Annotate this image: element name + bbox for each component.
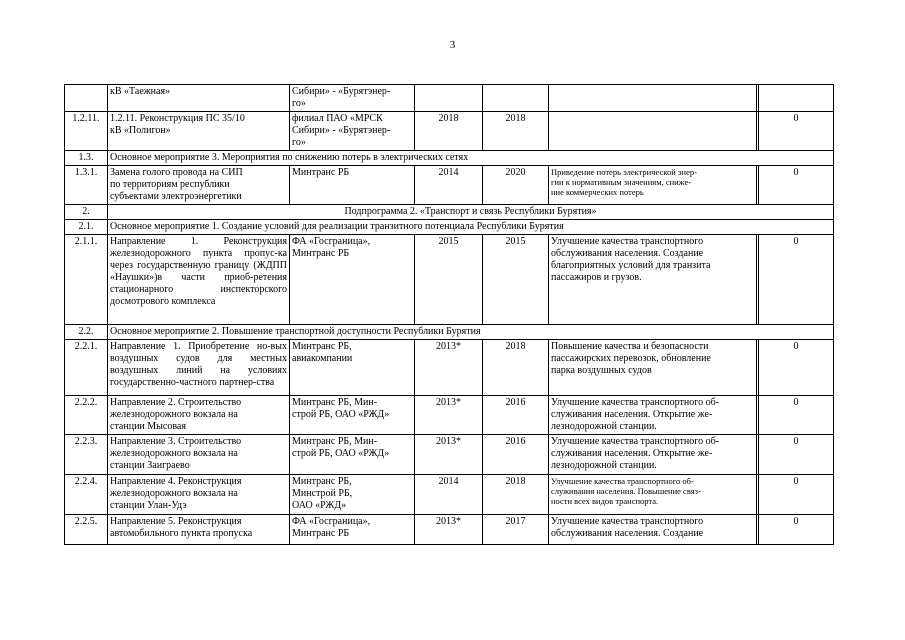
indicator-value: 0 <box>759 396 834 435</box>
executor: Минтранс РБ, Минстрой РБ, ОАО «РЖД» <box>290 475 415 515</box>
table-row <box>65 85 834 112</box>
measure-name: Направление 1. Приобретение но-вых воздушных судов для местных воздушных линий на условиях государственно-частного партнер-ства <box>108 340 290 396</box>
indicator-value: 0 <box>759 166 834 205</box>
table-body <box>65 85 834 545</box>
start-year <box>415 85 483 112</box>
row-number: 2.2. <box>65 325 108 340</box>
table-row <box>65 235 834 325</box>
indicator-value: 0 <box>759 435 834 475</box>
row-number: 1.2.11. <box>65 112 108 151</box>
measure-name: Направление 4. Реконструкция железнодорожного вокзала на станции Улан-Удэ <box>108 475 290 515</box>
start-year: 2014 <box>415 166 483 205</box>
expected-result: Улучшение качества транспортного обслуживания населения. Создание <box>549 515 757 545</box>
start-year: 2013* <box>415 340 483 396</box>
measure-name: Направление 5. Реконструкция автомобильного пункта пропуска <box>108 515 290 545</box>
section-row <box>65 325 834 340</box>
section-row <box>65 151 834 166</box>
subprogram-row <box>65 205 834 220</box>
end-year: 2020 <box>483 166 549 205</box>
row-number: 1.3.1. <box>65 166 108 205</box>
table-row <box>65 515 834 545</box>
end-year: 2018 <box>483 340 549 396</box>
start-year: 2015 <box>415 235 483 325</box>
measures-table <box>64 84 834 545</box>
indicator-value: 0 <box>759 515 834 545</box>
executor: Минтранс РБ <box>290 166 415 205</box>
row-number: 2.1.1. <box>65 235 108 325</box>
table-row <box>65 112 834 151</box>
end-year: 2016 <box>483 396 549 435</box>
measure-name: Направление 3. Строительство железнодорожного вокзала на станции Заиграево <box>108 435 290 475</box>
executor: Минтранс РБ, Мин- строй РБ, ОАО «РЖД» <box>290 396 415 435</box>
row-number: 1.3. <box>65 151 108 166</box>
end-year: 2018 <box>483 112 549 151</box>
start-year: 2013* <box>415 396 483 435</box>
end-year: 2017 <box>483 515 549 545</box>
measure-name: Направление 2. Строительство железнодорожного вокзала на станции Мысовая <box>108 396 290 435</box>
end-year: 2018 <box>483 475 549 515</box>
row-number: 2. <box>65 205 108 220</box>
indicator-value: 0 <box>759 475 834 515</box>
row-number: 2.1. <box>65 220 108 235</box>
row-number: 2.2.1. <box>65 340 108 396</box>
end-year <box>483 85 549 112</box>
expected-result <box>549 85 757 112</box>
start-year: 2013* <box>415 515 483 545</box>
expected-result <box>549 112 757 151</box>
end-year: 2015 <box>483 235 549 325</box>
measure-name: 1.2.11. Реконструкция ПС 35/10 кВ «Полигон» <box>108 112 290 151</box>
row-number: 2.2.4. <box>65 475 108 515</box>
section-row <box>65 220 834 235</box>
expected-result: Улучшение качества транспортного об- служивания населения. Открытие же- лезнодорожной станции. <box>549 396 757 435</box>
row-number: 2.2.2. <box>65 396 108 435</box>
section-title: Основное мероприятие 3. Мероприятия по снижению потерь в электрических сетях <box>108 151 834 166</box>
expected-result: Улучшение качества транспортного об- служивания населения. Повышение связ- ности всех видов транспорта. <box>549 475 757 515</box>
section-title: Основное мероприятие 1. Создание условий для реализации транзитного потенциала Республики Бурятия <box>108 220 834 235</box>
indicator-value: 0 <box>759 235 834 325</box>
executor: Сибири» - «Бурятэнер- го» <box>290 85 415 112</box>
measure-name: Направление 1. Реконструкция железнодорожного пункта пропус-ка через государственную границу (ЖДПП «Наушки»)в части приоб-ретения стационарного инспекторского досмотрового комплекса <box>108 235 290 325</box>
expected-result: Приведение потерь электрической энер- гии к нормативным значениям, сниже- ние коммерческих потерь <box>549 166 757 205</box>
indicator-value: 0 <box>759 112 834 151</box>
start-year: 2018 <box>415 112 483 151</box>
subprogram-title: Подпрограмма 2. «Транспорт и связь Республики Бурятия» <box>108 205 834 220</box>
row-number <box>65 85 108 112</box>
executor: Минтранс РБ, Мин- строй РБ, ОАО «РЖД» <box>290 435 415 475</box>
table-row <box>65 396 834 435</box>
measure-name: кВ «Таежная» <box>108 85 290 112</box>
start-year: 2014 <box>415 475 483 515</box>
page-number: 3 <box>449 39 456 51</box>
start-year: 2013* <box>415 435 483 475</box>
executor: ФА «Госграница», Минтранс РБ <box>290 235 415 325</box>
indicator-value: 0 <box>759 340 834 396</box>
executor: филиал ПАО «МРСК Сибири» - «Бурятэнер- го» <box>290 112 415 151</box>
row-number: 2.2.3. <box>65 435 108 475</box>
indicator-value <box>759 85 834 112</box>
table-row <box>65 166 834 205</box>
executor: ФА «Госграница», Минтранс РБ <box>290 515 415 545</box>
expected-result: Улучшение качества транспортного об- служивания населения. Открытие же- лезнодорожной станции. <box>549 435 757 475</box>
expected-result: Повышение качества и безопасности пассажирских перевозок, обновление парка воздушных судов <box>549 340 757 396</box>
section-title: Основное мероприятие 2. Повышение транспортной доступности Республики Бурятия <box>108 325 834 340</box>
executor: Минтранс РБ, авиакомпании <box>290 340 415 396</box>
end-year: 2016 <box>483 435 549 475</box>
table-row <box>65 475 834 515</box>
expected-result: Улучшение качества транспортного обслуживания населения. Создание благоприятных условий для транзита пассажиров и грузов. <box>549 235 757 325</box>
table-row <box>65 340 834 396</box>
table-row <box>65 435 834 475</box>
row-number: 2.2.5. <box>65 515 108 545</box>
measure-name: Замена голого провода на СИП по территориям республики субъектами электроэнергетики <box>108 166 290 205</box>
